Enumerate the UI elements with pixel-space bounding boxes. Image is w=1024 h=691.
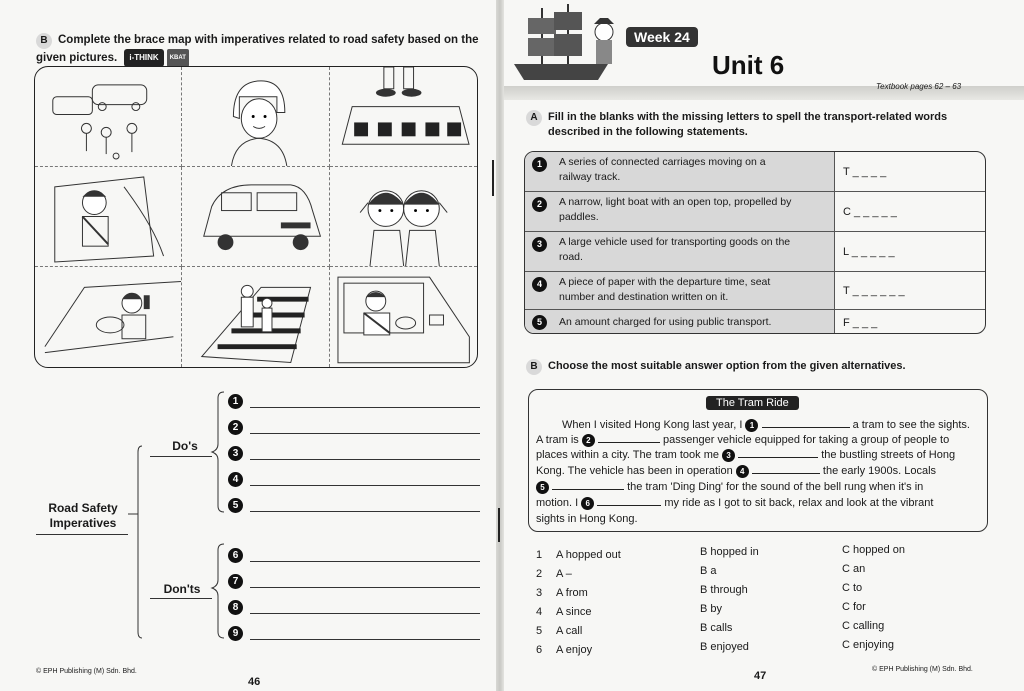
question-cell [525,272,835,309]
picture-two-children-covering-ears [330,167,477,267]
question-text: number and destination written on it. [559,291,729,303]
question-cell [525,152,835,191]
picture-driver-seatbelt [330,267,477,367]
section-a-table [524,151,986,334]
root-underline [36,534,128,535]
option-b[interactable]: B enjoyed [700,641,749,653]
blank-number: 5 [536,481,549,494]
writing-line [250,485,480,486]
option-c[interactable]: C to [842,582,863,594]
section-letter: B [36,33,52,49]
option-a[interactable]: A since [556,606,592,618]
story-text: When I visited Hong Kong last year, I [562,419,743,431]
picture-driver-on-phone [35,267,182,367]
answer-line-3[interactable] [228,446,480,464]
answer-number: 6 [228,548,243,563]
option-number: 6 [536,644,543,656]
question-number: 2 [532,197,547,212]
writing-line [250,407,480,408]
answer-cell[interactable]: T _ _ _ _ [843,165,887,178]
answer-number: 1 [228,394,243,409]
left-section-b-instruction [36,32,486,67]
section-a-instruction [526,110,996,140]
option-number: 4 [536,606,543,618]
option-b[interactable]: B by [700,603,723,615]
road-safety-root-label: Road Safety Imperatives [48,501,118,530]
textbook-pages: Textbook pages 62 – 63 [876,82,962,91]
writing-line [250,459,480,460]
instruction-text: Choose the most suitable answer option from the given alternatives. [548,360,906,372]
story-line [536,495,980,511]
table-row [525,192,985,232]
option-b[interactable]: B a [700,565,717,577]
option-a[interactable]: A from [556,587,588,599]
option-c[interactable]: C for [842,601,866,613]
option-number: 1 [536,549,543,561]
option-c[interactable]: C an [842,563,866,575]
picture-helmet-girl [182,67,329,167]
writing-line [250,639,480,640]
table-row [525,232,985,272]
question-text: A narrow, light boat with an open top, propelled by [559,196,792,208]
option-c[interactable]: C hopped on [842,544,905,556]
story-line [536,479,980,495]
answer-line-5[interactable] [228,498,480,516]
blank-number: 2 [582,434,595,447]
answer-number: 8 [228,600,243,615]
option-number: 3 [536,587,543,599]
answer-line-4[interactable] [228,472,480,490]
binding-mark [498,508,500,542]
right-page-number: 47 [754,670,767,682]
answer-line-7[interactable] [228,574,480,592]
question-number: 4 [532,277,547,292]
question-text: A piece of paper with the departure time, seat [559,276,771,288]
option-b[interactable]: B calls [700,622,733,634]
option-a[interactable]: A enjoy [556,644,593,656]
option-a[interactable]: A – [556,568,572,580]
story-text: A tram is [536,434,579,446]
question-cell [525,192,835,231]
question-cell [525,310,835,334]
blank-number: 6 [581,497,594,510]
writing-line [250,433,480,434]
option-c[interactable]: C enjoying [842,639,894,651]
blank-4[interactable] [752,463,820,474]
story-text: motion. I [536,497,579,509]
story-text: my ride as I got to sit back, relax and look at the vibrant [664,497,934,509]
instruction-text: Fill in the blanks with the missing letters to spell the transport-related words described in the following statements. [548,111,948,138]
section-letter: A [526,110,542,126]
question-text: road. [559,251,583,263]
blank-5[interactable] [552,479,624,490]
blank-3[interactable] [738,447,818,458]
picture-car-front-view [182,167,329,267]
donts-underline [150,598,212,599]
binding-mark [492,160,494,196]
kbat-badge: KBAT [167,49,189,67]
story-title: The Tram Ride [706,396,799,410]
donts-label: Don'ts [163,582,201,596]
left-page-number: 46 [248,676,261,688]
option-number: 2 [536,568,543,580]
pirate-ship-icon [508,2,628,84]
writing-line [250,511,480,512]
writing-line [250,561,480,562]
answer-line-8[interactable] [228,600,480,618]
table-row [525,272,985,310]
question-cell [525,232,835,271]
week-badge: Week 24 [626,27,698,47]
option-a[interactable]: A hopped out [556,549,621,561]
story-line [536,447,980,463]
picture-people-on-zebra-crossing [182,267,329,367]
table-row [525,310,985,334]
story-line [536,512,980,527]
section-letter: B [526,359,542,375]
answer-cell[interactable]: L _ _ _ _ _ [843,245,895,258]
instruction-text: Complete the brace map with imperatives related to road safety based on the given pictures. [36,34,479,65]
story-text: the tram 'Ding Ding' for the sound of the bell rung when it's in [627,481,924,493]
left-copyright: © EPH Publishing (M) Sdn. Bhd. [36,668,137,675]
question-number: 3 [532,237,547,252]
answer-number: 4 [228,472,243,487]
section-b-instruction [526,359,906,375]
story-text: places within a city. The tram took me [536,449,719,461]
book-gutter [496,0,504,691]
table-row [525,152,985,192]
story-text: the early 1900s. Locals [822,465,937,477]
question-text: A large vehicle used for transporting goods on the [559,236,791,248]
dos-underline [150,456,212,457]
blank-1[interactable] [762,417,850,428]
blank-number: 4 [736,465,749,478]
picture-boy-in-car-seatbelt [35,167,182,267]
blank-number: 1 [745,419,758,432]
answer-number: 5 [228,498,243,513]
dos-label: Do's [172,439,198,453]
brace-map-lines [128,388,228,648]
answer-cell[interactable]: T _ _ _ _ _ _ [843,284,905,297]
answer-number: 3 [228,446,243,461]
option-number: 5 [536,625,543,637]
picture-grid [34,66,478,368]
writing-line [250,587,480,588]
question-number: 1 [532,157,547,172]
answer-number: 7 [228,574,243,589]
question-text: An amount charged for using public transport. [559,316,772,328]
ithink-badge: i-THINK [124,49,163,67]
option-c[interactable]: C calling [842,620,885,632]
blank-number: 3 [722,449,735,462]
question-number: 5 [532,315,547,330]
story-line [536,463,980,479]
picture-children-near-cars [35,67,182,167]
story-text: sights in Hong Kong. [536,513,638,525]
answer-line-6[interactable] [228,548,480,566]
option-b[interactable]: B hopped in [700,546,759,558]
story-line [536,432,980,448]
option-a[interactable]: A call [556,625,583,637]
question-text: A series of connected carriages moving on a [559,156,766,168]
picture-zebra-crossing-feet [330,67,477,167]
answer-line-2[interactable] [228,420,480,438]
story-line [536,417,980,433]
story-text: passenger vehicle equipped for taking a group of people to [662,434,950,446]
blank-2[interactable] [598,432,660,443]
option-b[interactable]: B through [700,584,748,596]
answer-number: 2 [228,420,243,435]
story-text: a tram to see the sights. [852,419,970,431]
story-text: Kong. The vehicle has been in operation [536,465,733,477]
answer-cell[interactable]: C _ _ _ _ _ [843,205,897,218]
story-text: the bustling streets of Hong [821,449,956,461]
unit-title: Unit 6 [712,50,785,80]
question-text: railway track. [559,171,621,183]
answer-number: 9 [228,626,243,641]
blank-6[interactable] [597,495,661,506]
answer-line-1[interactable] [228,394,480,412]
answer-cell[interactable]: F _ _ _ [843,316,878,329]
writing-line [250,613,480,614]
right-copyright: © EPH Publishing (M) Sdn. Bhd. [872,666,973,673]
answer-line-9[interactable] [228,626,480,644]
question-text: paddles. [559,211,599,223]
